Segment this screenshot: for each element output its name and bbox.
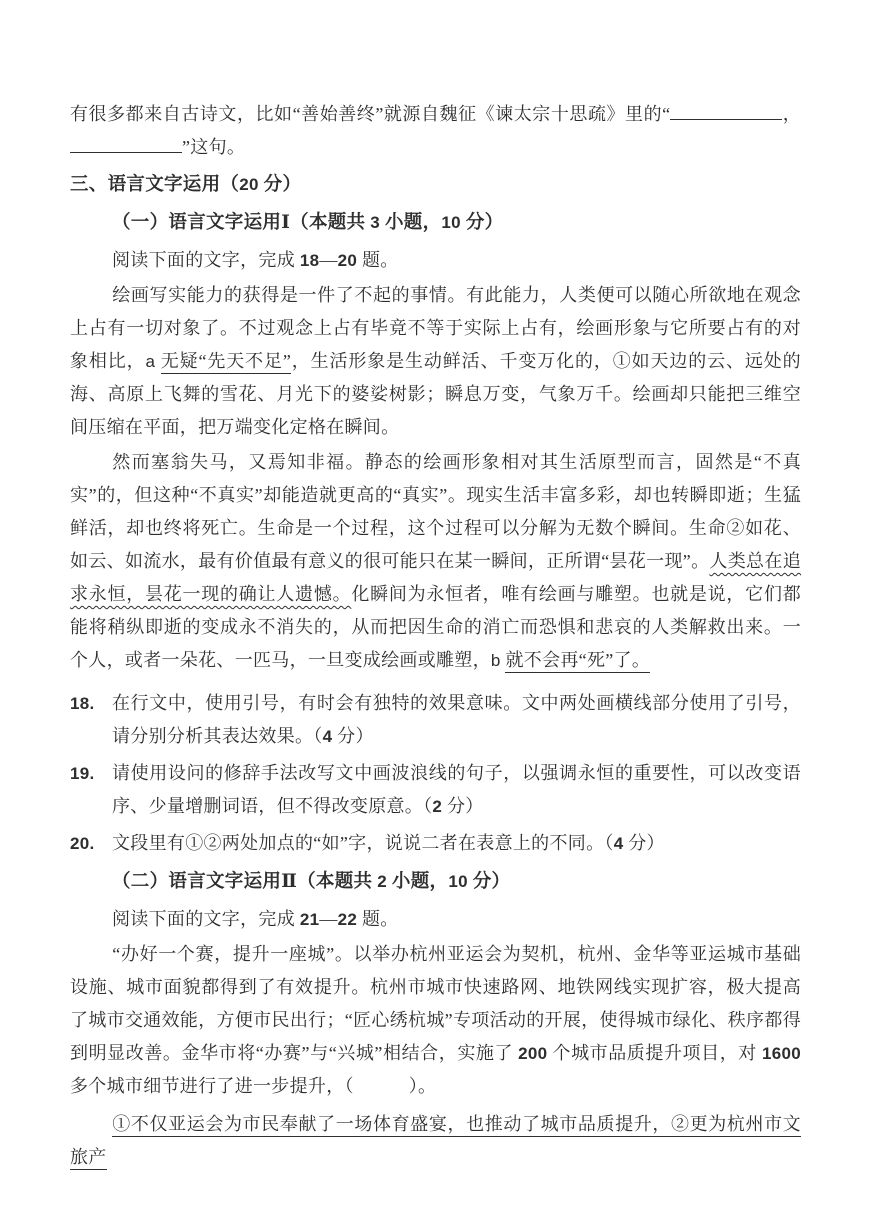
question-19 xyxy=(70,757,801,823)
question-18 xyxy=(70,687,801,753)
part-one-read-note: 阅读下面的文字，完成 18—20 题。 xyxy=(112,250,399,270)
section-three-title: 三、语言文字运用（20 分） xyxy=(70,175,302,195)
question-list xyxy=(70,687,801,860)
question-20 xyxy=(70,827,801,860)
question-19-number: 19. xyxy=(70,764,95,783)
part-two-title: （二）语言文字运用Ⅱ（本题共 2 小题，10 分） xyxy=(112,872,511,892)
question-18-number: 18. xyxy=(70,694,95,713)
part-two-passage-paragraph-2: ①不仅亚运会为市民奉献了一场体育盛宴，也推动了城市品质提升，②更为杭州市文旅产 xyxy=(70,1108,801,1174)
part-two-passage-paragraph-1: “办好一个赛，提升一座城”。以举办杭州亚运会为契机，杭州、金华等亚运城市基础设施、城市面貌都得到了有效提升。杭州市城市快速路网、地铁网线实现扩容，极大提高了城市交通效能，方便市民出行；“匠心绣杭城”专项活动的开展，使得城市绿化、秩序都得到明显改善。金华市将“办赛”与“兴城”相结合，实施了 200 个城市品质提升项目，对 1600 多个城市细节进行了进一步提升，（ ）。 xyxy=(70,944,801,1096)
part-one-title: （一）语言文字运用Ⅰ（本题共 3 小题，10 分） xyxy=(112,213,504,233)
intro-paragraph: 有很多都来自古诗文，比如“善始善终”就源自魏征《谏太宗十思疏》里的“ ，”这句。 xyxy=(70,104,801,157)
question-20-text: 文段里有①②两处加点的“如”字，说说二者在表意上的不同。（4 分） xyxy=(112,833,665,853)
question-18-text: 在行文中，使用引号，有时会有独特的效果意味。文中两处画横线部分使用了引号，请分别分析其表达效果。（4 分） xyxy=(112,693,801,746)
part-one-passage-paragraph-1: 绘画写实能力的获得是一件了不起的事情。有此能力，人类便可以随心所欲地在观念上占有一切对象了。不过观念上占有毕竟不等于实际上占有，绘画形象与它所要占有的对象相比，a 无疑“先天不足”，生活形象是生动鲜活、千变万化的，①如天边的云、远处的海、高原上飞舞的雪花、月光下的婆娑树影；瞬息万变，气象万千。绘画却只能把三维空间压缩在平面，把万端变化定格在瞬间。 xyxy=(70,285,801,437)
part-two-read-note: 阅读下面的文字，完成 21—22 题。 xyxy=(112,909,399,929)
question-19-text: 请使用设问的修辞手法改写文中画波浪线的句子，以强调永恒的重要性，可以改变语序、少量增删词语，但不得改变原意。（2 分） xyxy=(112,763,801,816)
question-20-number: 20. xyxy=(70,834,95,853)
part-one-passage-paragraph-2: 然而塞翁失马，又焉知非福。静态的绘画形象相对其生活原型而言，固然是“不真实”的，但这种“不真实”却能造就更高的“真实”。现实生活丰富多彩，却也转瞬即逝；生猛鲜活，却也终将死亡。生命是一个过程，这个过程可以分解为无数个瞬间。生命②如花、如云、如流水，最有价值最有意义的很可能只在某一瞬间，正所谓“昙花一现”。人类总在追求永恒，昙花一现的确让人遗憾。化瞬间为永恒者，唯有绘画与雕塑。也就是说，它们都能将稍纵即逝的变成永不消失的，从而把因生命的消亡而恐惧和悲哀的人类解救出来。一个人，或者一朵花、一匹马，一旦变成绘画或雕塑，b 就不会再“死”了。 xyxy=(70,446,801,677)
